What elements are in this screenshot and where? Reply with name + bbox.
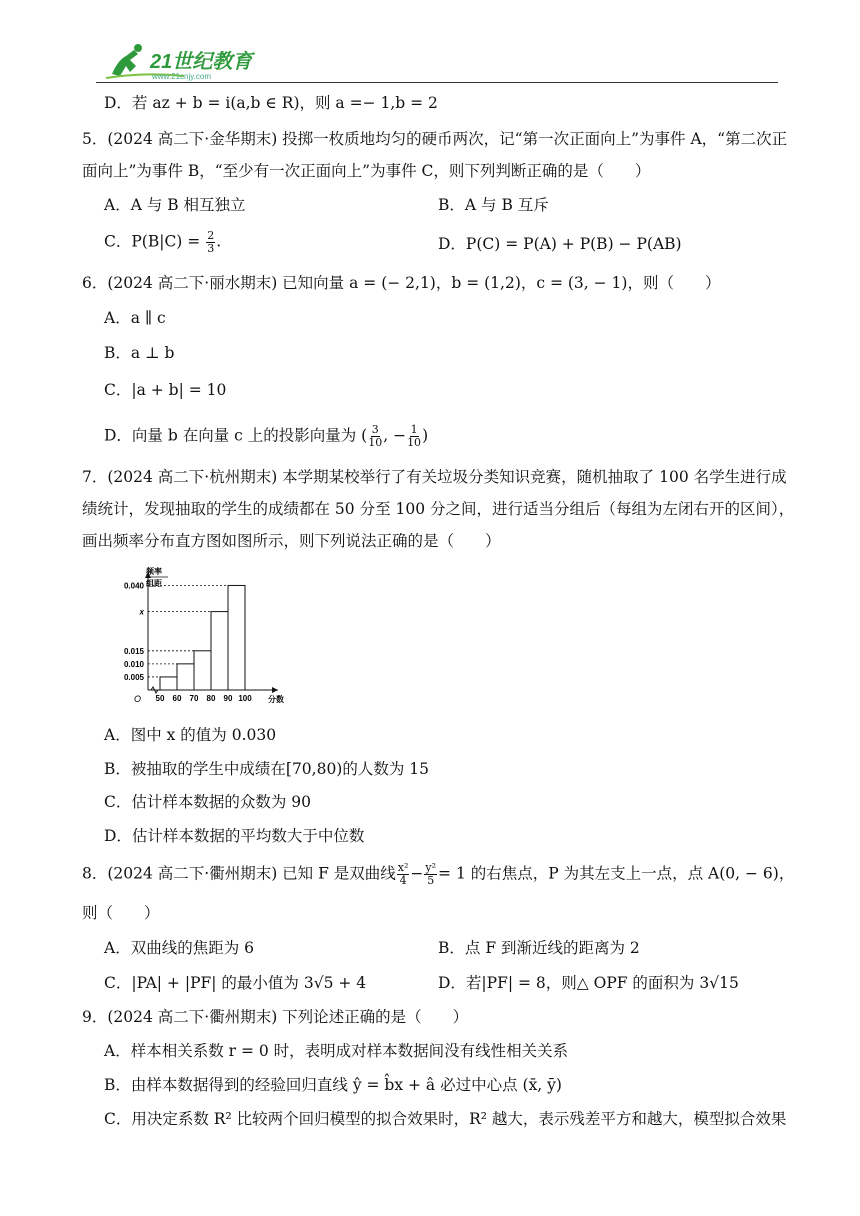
q9-option-a: A．样本相关系数 r = 0 时，表明成对样本数据间没有线性相关关系 bbox=[104, 1042, 569, 1060]
frequency-histogram bbox=[118, 562, 288, 712]
x-tick-label: 80 bbox=[206, 694, 216, 703]
q6-d-n1: 3 bbox=[371, 423, 379, 436]
q9-option-c: C．用决定系数 R² 比较两个回归模型的拟合效果时，R² 越大，表示残差平方和越大，模型拟合效果 bbox=[104, 1110, 787, 1128]
q5-option-a: A．A 与 B 相互独立 bbox=[104, 196, 246, 214]
histogram-bar bbox=[177, 664, 194, 690]
q8-stem-post: = 1 的右焦点，P 为其左支上一点，点 A(0, − 6)， bbox=[438, 864, 795, 883]
y-axis-label-top: 频率 bbox=[146, 567, 162, 576]
y-tick-label: 0.040 bbox=[123, 581, 144, 591]
q8-option-a: A．双曲线的焦距为 6 bbox=[104, 939, 254, 957]
q5-c-den: 3 bbox=[207, 242, 215, 255]
origin-label: O bbox=[134, 694, 142, 704]
q6-d-post: ) bbox=[422, 426, 429, 445]
q5-stem-line1: 5．(2024 高二下·金华期末) 投掷一枚质地均匀的硬币两次，记“第一次正面向上”为事件 A，“第二次正 bbox=[82, 130, 788, 148]
q8-stem-line2: 则（ ） bbox=[82, 904, 160, 922]
histogram-bar bbox=[194, 651, 211, 690]
q5-option-d: D．P(C) = P(A) + P(B) − P(AB) bbox=[438, 235, 682, 253]
q5-c-fraction bbox=[206, 230, 215, 255]
q5-c-post: . bbox=[216, 232, 222, 251]
q6-option-b: B．a ⊥ b bbox=[104, 344, 175, 362]
y-tick-label: 0.015 bbox=[123, 646, 144, 656]
q8-f2d: 5 bbox=[427, 874, 435, 887]
q8-option-c: C．|PA| + |PF| 的最小值为 3√5 + 4 bbox=[104, 974, 367, 992]
y-tick-label: 0.010 bbox=[123, 659, 144, 669]
x-tick-label: 70 bbox=[189, 694, 199, 703]
svg-text:www.21cnjy.com: www.21cnjy.com bbox=[152, 72, 211, 81]
q6-d-frac1 bbox=[368, 424, 382, 449]
q7-option-a: A．图中 x 的值为 0.030 bbox=[104, 726, 277, 744]
q6-d-mid: , − bbox=[383, 426, 407, 445]
q7-option-c: C．估计样本数据的众数为 90 bbox=[104, 793, 312, 811]
histogram-bar bbox=[211, 612, 228, 690]
svg-text:21世纪教育: 21世纪教育 bbox=[150, 51, 253, 73]
q9-option-b: B．由样本数据得到的经验回归直线 ŷ = b̂x + â 必过中心点 (x̄, ȳ) bbox=[104, 1076, 562, 1094]
q8-f2n: y² bbox=[425, 861, 437, 874]
y-tick-label: 0.005 bbox=[123, 672, 144, 682]
q8-frac-x bbox=[397, 862, 410, 887]
q5-c-pre: C．P(B|C) = bbox=[104, 232, 201, 251]
q7-option-d: D．估计样本数据的平均数大于中位数 bbox=[104, 827, 365, 845]
q8-option-b: B．点 F 到渐近线的距离为 2 bbox=[438, 939, 640, 957]
q8-option-d: D．若|PF| = 8，则△ OPF 的面积为 3√15 bbox=[438, 974, 739, 992]
x-tick-label: 60 bbox=[172, 694, 182, 703]
q6-d-d1: 10 bbox=[368, 436, 383, 449]
q8-f1d: 4 bbox=[399, 874, 407, 887]
q7-stem-line3: 画出频率分布直方图如图所示，则下列说法正确的是（ ） bbox=[82, 532, 501, 550]
q5-option-b: B．A 与 B 互斥 bbox=[438, 196, 549, 214]
q5-option-c bbox=[104, 230, 221, 255]
q6-d-frac2 bbox=[407, 424, 421, 449]
q5-stem-line2: 面向上”为事件 B，“至少有一次正面向上”为事件 C，则下列判断正确的是（ ） bbox=[82, 162, 651, 180]
q4-option-d: D．若 az + b = i(a,b ∈ R)，则 a =− 1,b = 2 bbox=[104, 94, 438, 112]
q6-d-pre: D．向量 b 在向量 c 上的投影向量为 ( bbox=[104, 426, 368, 445]
y-tick-label: x bbox=[139, 607, 144, 617]
q8-f1n: x² bbox=[397, 861, 409, 874]
q8-stem-line1 bbox=[82, 862, 794, 887]
x-tick-label: 100 bbox=[238, 694, 252, 703]
q8-frac-y bbox=[424, 862, 437, 887]
q9-stem: 9．(2024 高二下·衢州期末) 下列论述正确的是（ ） bbox=[82, 1008, 469, 1026]
runner-logo-icon bbox=[104, 42, 274, 82]
q6-d-d2: 10 bbox=[407, 436, 422, 449]
q8-minus: − bbox=[410, 864, 424, 883]
q7-stem-line1: 7．(2024 高二下·杭州期末) 本学期某校举行了有关垃圾分类知识竞赛，随机抽取了 100 名学生进行成 bbox=[82, 468, 787, 486]
x-axis-label: 分数 bbox=[268, 695, 284, 704]
q6-stem: 6．(2024 高二下·丽水期末) 已知向量 a = (− 2,1)，b = (1,2)，c = (3, − 1)，则（ ） bbox=[82, 274, 721, 292]
q6-option-a: A．a ∥ c bbox=[104, 309, 166, 327]
q6-d-n2: 1 bbox=[410, 423, 418, 436]
brand-logo bbox=[104, 42, 274, 82]
q7-stem-line2: 绩统计，发现抽取的学生的成绩都在 50 分至 100 分之间，进行适当分组后（每组为左闭右开的区间）， bbox=[82, 500, 795, 518]
header-divider bbox=[96, 82, 778, 83]
q7-option-b: B．被抽取的学生中成绩在[70,80)的人数为 15 bbox=[104, 760, 430, 778]
q8-stem-pre: 8．(2024 高二下·衢州期末) 已知 F 是双曲线 bbox=[82, 864, 396, 883]
x-tick-label: 50 bbox=[155, 694, 165, 703]
q6-option-c: C．|a + b| = 10 bbox=[104, 381, 227, 399]
histogram-bar bbox=[160, 677, 177, 690]
x-axis-arrow-icon bbox=[272, 687, 278, 693]
q5-c-num: 2 bbox=[207, 229, 215, 242]
histogram-bar bbox=[228, 585, 245, 690]
q6-option-d bbox=[104, 424, 428, 449]
y-axis-label-bottom: 组距 bbox=[146, 579, 162, 588]
x-tick-label: 90 bbox=[223, 694, 233, 703]
